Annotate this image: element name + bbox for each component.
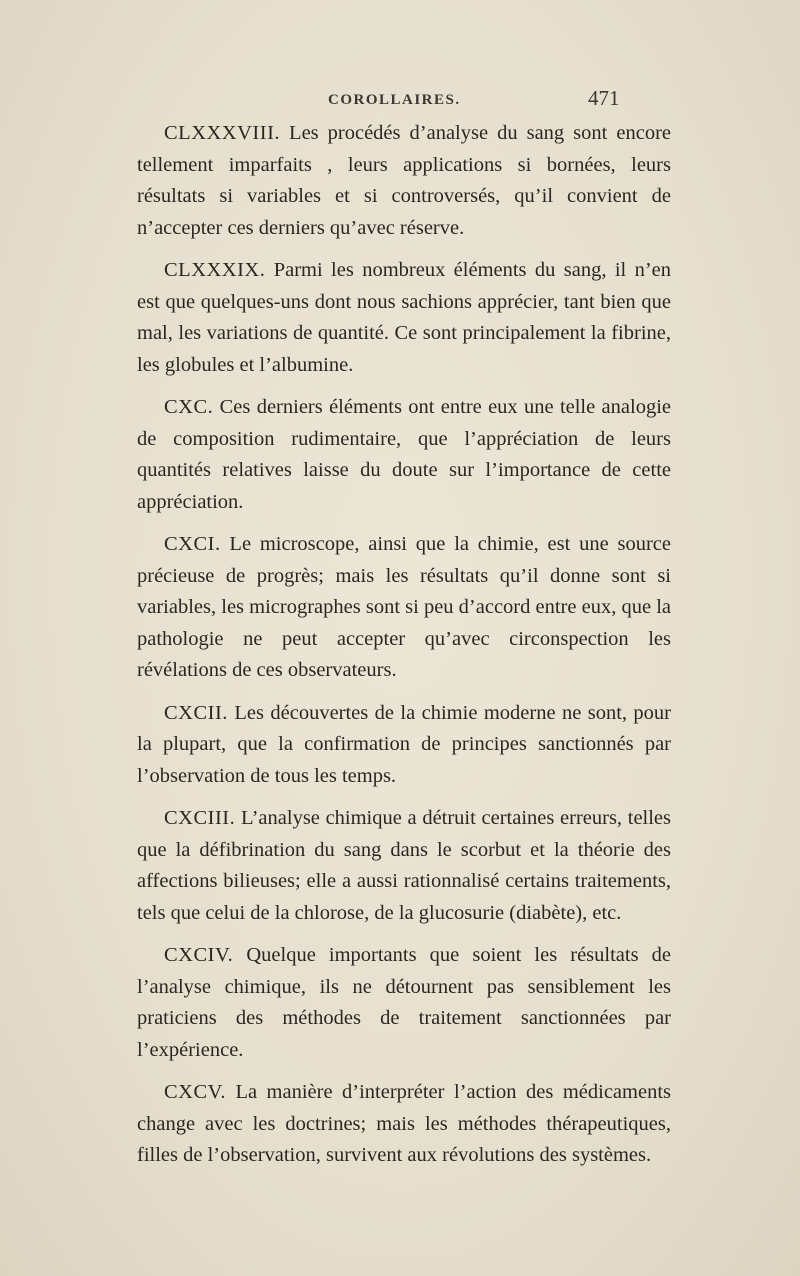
paragraph-number: CXCV. — [164, 1081, 226, 1103]
paragraph-clxxxviii — [137, 118, 671, 244]
paragraph-text: Parmi les nombreux éléments du sang, il n’en est que quelques-uns dont nous sachions apprécier, tant bien que mal, les variations de quantité. Ce sont principalement la fibrine, les globules et l’albumine. — [137, 259, 671, 376]
paragraph-text: L’analyse chimique a détruit certaines erreurs, telles que la défibrination du sang dans le scorbut et la théorie des affections bilieuses; elle a aussi rationnalisé certains traitements, tels que celui de la chlorose, de la glucosurie (diabète), etc. — [137, 807, 672, 924]
paragraph-text: Les découvertes de la chimie moderne ne sont, pour la plupart, que la confirmation de principes sanctionnés par l’observation de tous les temps. — [137, 701, 672, 787]
paragraph-number: CLXXXVIII. — [164, 122, 281, 144]
paragraph-number: CXCII. — [164, 701, 228, 724]
paragraph-number: CXCIII. — [164, 807, 236, 829]
paragraph-number: CXC. — [164, 396, 214, 418]
paragraph-clxxxix — [137, 255, 671, 381]
paragraph-cxciv — [137, 940, 671, 1066]
paragraph-number: CXCIV. — [164, 944, 234, 966]
paragraph-cxciii — [137, 803, 671, 929]
body-text — [137, 118, 671, 1183]
page-number: 471 — [588, 86, 620, 110]
paragraph-number: CXCI. — [164, 533, 221, 555]
paragraph-cxc — [137, 392, 671, 518]
page-header — [0, 86, 800, 116]
running-title: COROLLAIRES. — [328, 92, 461, 108]
paragraph-text: Le microscope, ainsi que la chimie, est une source précieuse de progrès; mais les résultats qu’il donne sont si variables, les micrographes sont si peu d’accord entre eux, que la pathologie ne peut accepter qu’avec circonspection les révélations de ces observateurs. — [137, 533, 671, 681]
paragraph-text: La manière d’interpréter l’action des médicaments change avec les doctrines; mais les méthodes thérapeutiques, filles de l’observation, survivent aux révolutions des systèmes. — [137, 1081, 672, 1166]
paragraph-cxci — [137, 529, 671, 687]
paragraph-text: Quelque importants que soient les résultats de l’analyse chimique, ils ne détournent pas sensiblement les praticiens des méthodes de traitement sanctionnées par l’expérience. — [137, 944, 672, 1061]
paragraph-text: Les procédés d’analyse du sang sont encore tellement imparfaits , leurs applications si bornées, leurs résultats si variables et si controversés, qu’il convient de n’accepter ces derniers qu’avec réserve. — [137, 122, 671, 239]
paragraph-text: Ces derniers éléments ont entre eux une telle analogie de composition rudimentaire, que l’appréciation de leurs quantités relatives laisse du doute sur l’importance de cette appréciation. — [137, 396, 671, 513]
paragraph-cxcv — [137, 1077, 671, 1172]
paragraph-number: CLXXXIX. — [164, 259, 266, 281]
paragraph-cxcii — [137, 698, 671, 793]
